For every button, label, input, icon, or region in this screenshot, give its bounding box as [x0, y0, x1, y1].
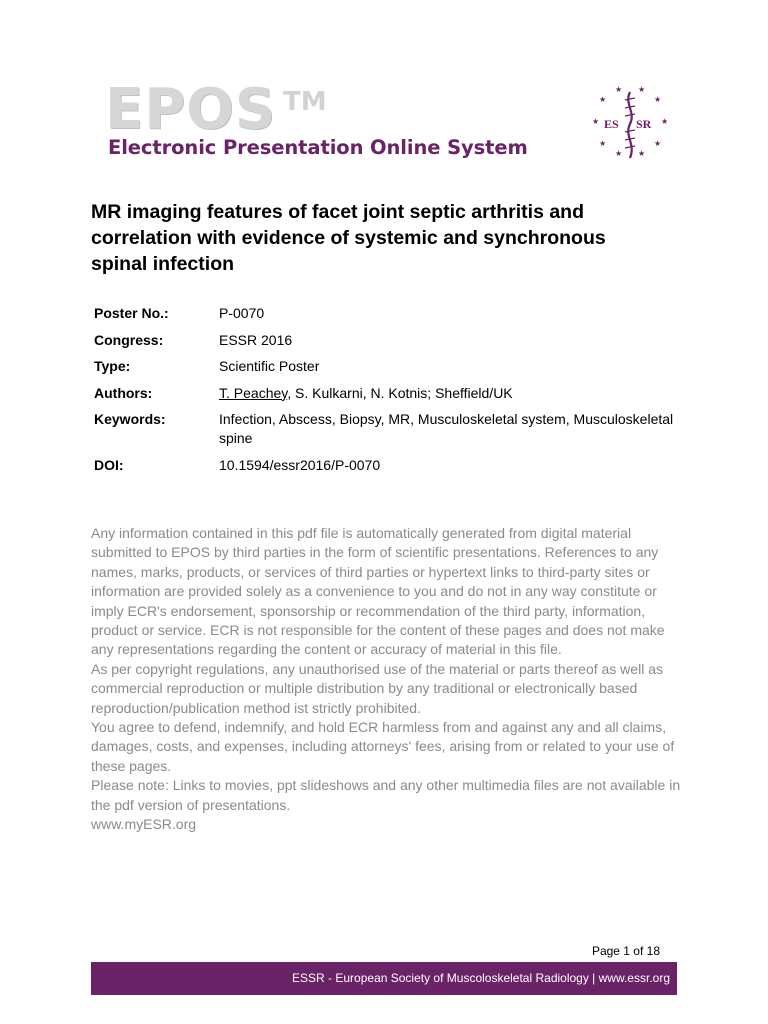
epos-logo — [105, 77, 528, 168]
meta-label: Poster No.: — [94, 305, 169, 321]
seal-star: ★ — [661, 117, 669, 126]
meta-row-type — [94, 357, 684, 376]
meta-value-type: Scientific Poster — [219, 358, 320, 374]
meta-label: Keywords: — [94, 411, 166, 427]
author-link[interactable]: T. Peachey — [219, 384, 288, 401]
meta-value-congress: ESSR 2016 — [219, 331, 293, 348]
meta-label: Authors: — [94, 384, 153, 401]
meta-row-poster — [94, 304, 684, 323]
meta-value-authors — [219, 384, 684, 403]
disclaimer-text — [91, 524, 683, 835]
essr-seal-logo — [590, 84, 670, 164]
seal-star: ★ — [654, 95, 662, 104]
spine-icon — [628, 92, 631, 158]
disclaimer-paragraph: Any information contained in this pdf file is automatically generated from digital material submitted to EPOS by third parties in the form of scientific presentations. References to any names, marks, products, or services of third parties or hypertext links to third-party sites or information are provided solely as a convenience to you and do not in any way constitute or imply ECR's endorsement, sponsorship or recommendation of the third party, information, product or service. ECR is not responsible for the content of these pages and does not make any representations regarding the content or accuracy of material in this file. — [91, 525, 665, 658]
epos-logo-trademark: TM — [283, 87, 327, 117]
seal-star: ★ — [615, 85, 623, 94]
meta-row-keywords — [94, 410, 684, 448]
poster-metadata — [94, 304, 684, 482]
epos-logo-word: EPOS — [105, 77, 277, 142]
epos-tagline: Electronic Presentation Online System — [108, 136, 528, 159]
disclaimer-paragraph: You agree to defend, indemnify, and hold ECR harmless from and against any and all claims, damages, costs, and expenses, including attorneys' fees, arising from or related to your use of these pages. — [91, 719, 675, 774]
disclaimer-paragraph: Please note: Links to movies, ppt slideshows and any other multimedia files are not available in the pdf version of presentations. — [91, 777, 681, 813]
seal-star: ★ — [599, 95, 607, 104]
myesr-link[interactable]: www.myESR.org — [91, 816, 197, 833]
seal-star: ★ — [592, 117, 600, 126]
meta-row-authors — [94, 384, 684, 403]
seal-star: ★ — [599, 139, 607, 148]
disclaimer-paragraph: As per copyright regulations, any unauthorised use of the material or parts thereof as well as commercial reproduction or multiple distribution by any traditional or electronically based reproduction/publication method ist strictly prohibited. — [91, 660, 663, 716]
meta-value-keywords: Infection, Abscess, Biopsy, MR, Musculoskeletal system, Musculoskeletal spine — [219, 411, 674, 446]
document-title: MR imaging features of facet joint septic arthritis and correlation with evidence of systemic and synchronous spinal infection — [91, 201, 606, 275]
page-number: Page 1 of 18 — [591, 944, 660, 958]
meta-value-doi: 10.1594/essr2016/P-0070 — [219, 456, 381, 473]
authors-rest: , S. Kulkarni, N. Kotnis; Sheffield/UK — [287, 384, 513, 401]
seal-star: ★ — [654, 139, 662, 148]
seal-star: ★ — [638, 85, 646, 94]
seal-star: ★ — [638, 149, 646, 158]
footer-bar: ESSR - European Society of Muscoloskeletal Radiology | www.essr.org — [91, 962, 677, 995]
meta-value-poster: P-0070 — [219, 305, 265, 321]
meta-label: DOI: — [94, 456, 124, 473]
meta-row-congress — [94, 331, 684, 350]
meta-label: Type: — [94, 358, 131, 374]
meta-row-doi — [94, 456, 684, 475]
seal-text-left: ES — [604, 117, 619, 131]
seal-star: ★ — [615, 149, 623, 158]
meta-label: Congress: — [94, 331, 164, 348]
seal-text-right: SR — [636, 117, 652, 131]
